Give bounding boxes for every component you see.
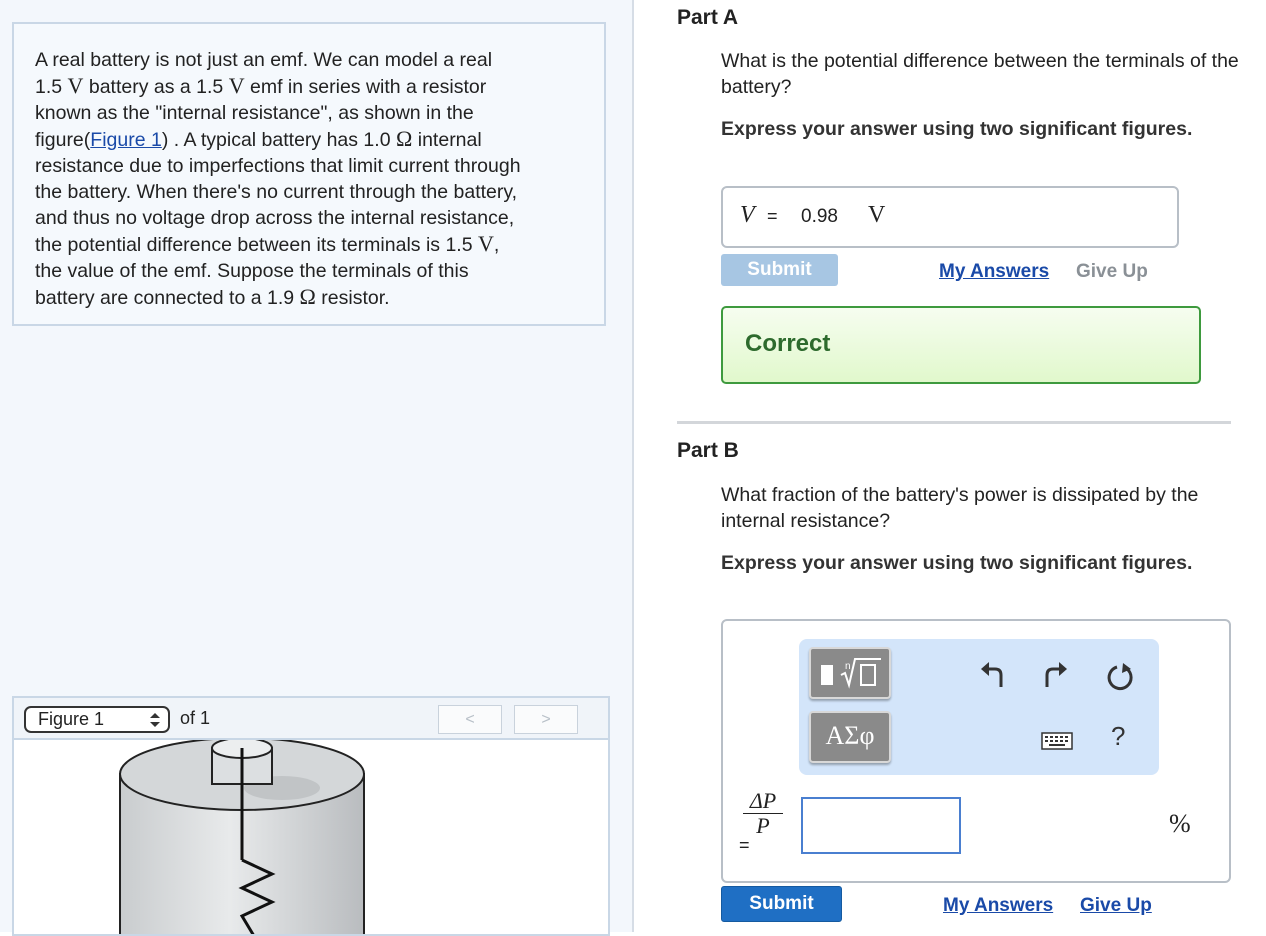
- left-pane: [0, 0, 634, 932]
- problem-line: 1.5: [35, 76, 63, 98]
- fraction-denominator: P: [756, 813, 770, 838]
- greek-symbols-button[interactable]: [809, 711, 891, 763]
- problem-line: the battery. When there's no current through the battery,: [35, 181, 518, 203]
- part-b-my-answers-link[interactable]: My Answers: [943, 895, 1054, 916]
- problem-line: resistance due to imperfections that limit current through: [35, 155, 521, 177]
- figure-count: of 1: [180, 708, 211, 728]
- unit-volt: V: [477, 231, 494, 256]
- unit-ohm: Ω: [395, 126, 413, 151]
- figure-select-value: Figure 1: [38, 709, 105, 729]
- unit-ohm: Ω: [299, 284, 316, 309]
- problem-line: internal: [417, 129, 482, 151]
- problem-line: the potential difference between its terminals is 1.5: [35, 234, 473, 256]
- problem-text: [35, 47, 583, 311]
- part-b-title: Part B: [677, 439, 739, 462]
- problem-line: ,: [493, 234, 500, 256]
- problem-line: known as the "internal resistance", as shown in the: [35, 102, 474, 124]
- problem-line: resistor.: [321, 287, 390, 309]
- prev-figure-button[interactable]: [438, 705, 502, 734]
- problem-line: battery are connected to a 1.9: [35, 287, 295, 309]
- equals-sign: =: [767, 206, 778, 226]
- problem-line: figure(: [35, 129, 91, 151]
- chevron-left-icon: <: [465, 711, 475, 728]
- redo-icon[interactable]: [1041, 661, 1069, 689]
- part-b-answer-input[interactable]: [801, 797, 961, 854]
- figure-panel: [12, 696, 610, 936]
- figure-select[interactable]: [24, 706, 170, 733]
- templates-icon: [811, 649, 889, 697]
- svg-text:n: n: [845, 661, 851, 672]
- correct-feedback: [721, 306, 1201, 384]
- part-a-answer-box: [721, 186, 1179, 248]
- problem-line: battery as a 1.5: [88, 76, 224, 98]
- math-toolbar: [799, 639, 1159, 775]
- equals-sign: =: [739, 835, 750, 855]
- templates-button[interactable]: [809, 647, 891, 699]
- part-b-answer-box: [721, 619, 1231, 883]
- part-a-answer-value: 0.98: [801, 206, 838, 227]
- unit-volt: V: [67, 73, 84, 98]
- part-a-give-up-link: Give Up: [1076, 261, 1148, 282]
- problem-line: A real battery is not just an emf. We can model a real: [35, 49, 493, 71]
- battery-figure: [14, 740, 608, 936]
- part-a-my-answers-link[interactable]: My Answers: [939, 261, 1050, 282]
- figure-toolbar: [14, 698, 608, 740]
- reset-icon[interactable]: [1105, 661, 1135, 691]
- next-figure-button[interactable]: [514, 705, 578, 734]
- greek-symbols-label: ΑΣφ: [825, 721, 875, 750]
- part-a-instruction: Express your answer using two significant figures.: [721, 118, 1193, 140]
- problem-line: emf in series with a resistor: [250, 76, 487, 98]
- percent-unit: %: [1169, 809, 1191, 838]
- right-pane: [634, 0, 1266, 932]
- part-b-instruction: Express your answer using two significant figures.: [721, 552, 1193, 574]
- help-button[interactable]: ?: [1111, 721, 1126, 751]
- problem-line: the value of the emf. Suppose the terminals of this: [35, 260, 469, 282]
- feedback-text: Correct: [745, 330, 831, 357]
- part-a-question: What is the potential difference between the terminals of the battery?: [721, 50, 1239, 98]
- undo-icon[interactable]: [979, 661, 1007, 689]
- updown-arrows-icon: [150, 713, 160, 727]
- problem-line: ) . A typical battery has 1.0: [161, 129, 391, 151]
- part-b-question: What fraction of the battery's power is dissipated by the internal resistance?: [721, 484, 1199, 532]
- part-a-title: Part A: [677, 6, 739, 29]
- figure-1-link[interactable]: Figure 1: [90, 129, 162, 151]
- part-a-submit-button: Submit: [721, 254, 838, 286]
- problem-statement: [12, 22, 606, 326]
- problem-line: and thus no voltage drop across the internal resistance,: [35, 207, 515, 229]
- answer-variable: V: [740, 202, 755, 228]
- keyboard-icon[interactable]: [1041, 731, 1073, 751]
- part-b-submit-button[interactable]: Submit: [721, 886, 842, 922]
- chevron-right-icon: >: [541, 711, 551, 728]
- answer-unit: V: [868, 202, 886, 228]
- part-b-give-up-link[interactable]: Give Up: [1080, 895, 1152, 916]
- answer-fraction-label: [743, 789, 783, 838]
- unit-volt: V: [228, 73, 245, 98]
- part-divider: [677, 421, 1231, 424]
- fraction-numerator: ΔP: [743, 789, 783, 814]
